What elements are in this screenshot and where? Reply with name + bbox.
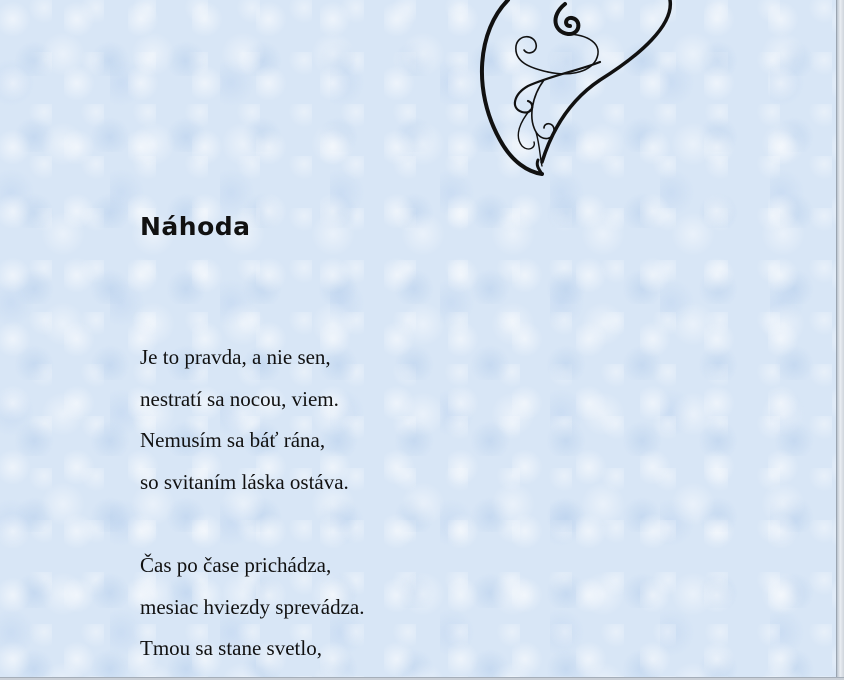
poem-line: Čas po čase prichádza, xyxy=(140,553,332,577)
poem-line: mesiac hviezdy sprevádza. xyxy=(140,594,365,619)
poem-line: so svitaním láska ostáva. xyxy=(140,469,349,494)
window-right-edge xyxy=(836,0,844,680)
poem-line: Tmou sa stane svetlo, xyxy=(140,636,322,660)
poem-line: Nemusím sa báť rána, xyxy=(140,428,326,452)
poem-stanza-2 xyxy=(140,545,364,670)
poem-title: Náhoda xyxy=(140,212,251,241)
poem-line: Je to pravda, a nie sen, xyxy=(140,345,331,369)
poem-line: nestratí sa nocou, viem. xyxy=(140,386,339,411)
poem-stanza-1 xyxy=(140,337,349,503)
swirl-ornament-icon xyxy=(470,0,680,182)
